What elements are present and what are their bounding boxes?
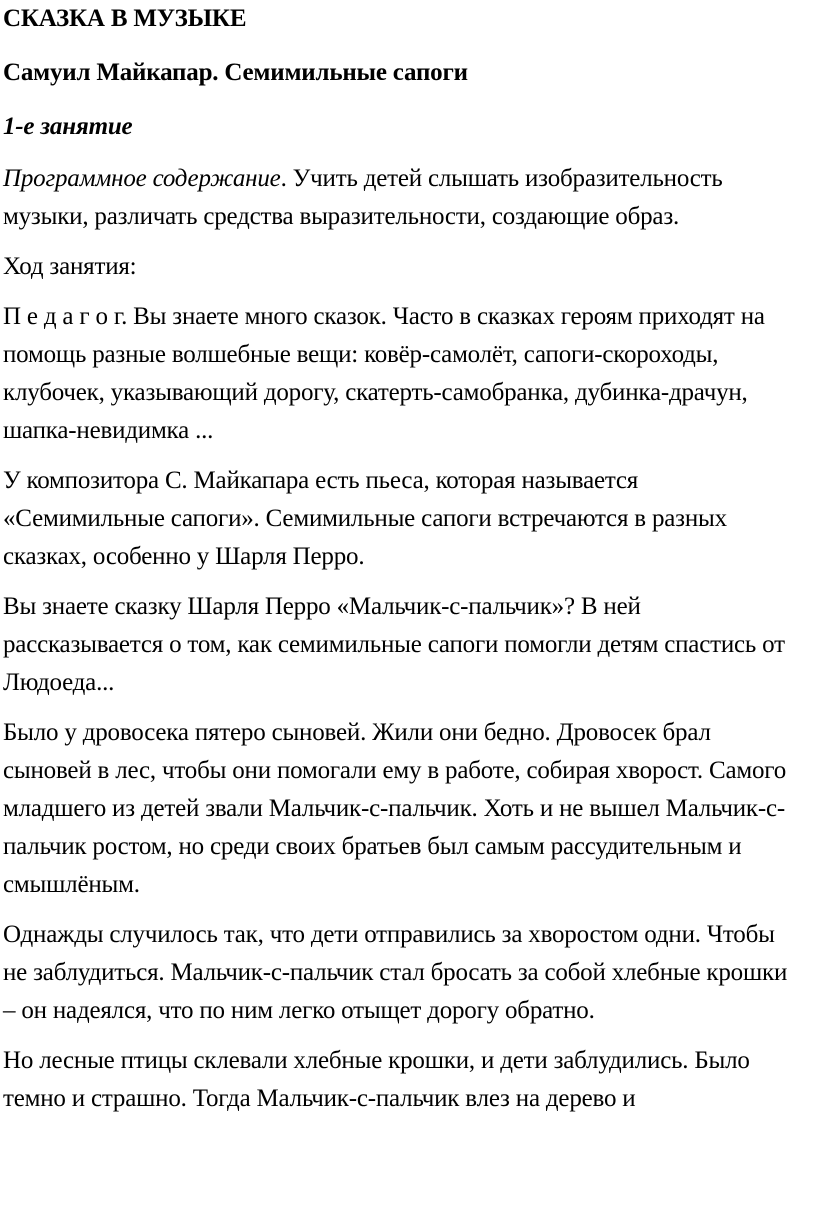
program-paragraph xyxy=(3,160,804,236)
document-subtitle: Самуил Майкапар. Семимильные сапоги xyxy=(3,59,468,86)
story-paragraph: Вы знаете сказку Шарля Перро «Мальчик-с-пальчик»? В ней рассказывается о том, как семимильные сапоги помогли детям спастись от Людоеда... xyxy=(3,593,785,696)
lesson-heading: 1-е занятие xyxy=(3,113,133,140)
teacher-paragraph xyxy=(3,298,804,450)
program-text: . Учить детей слышать изобразительность музыки, различать средства выразительности, создающие образ. xyxy=(3,165,723,230)
course-heading: Ход занятия: xyxy=(3,253,137,280)
story-paragraph: У композитора С. Майкапара есть пьеса, которая называется «Семимильные сапоги». Семимильные сапоги встречаются в разных сказках, особенно у Шарля Перро. xyxy=(3,467,727,570)
document-title: СКАЗКА В МУЗЫКЕ xyxy=(3,5,247,32)
story-paragraph: Было у дровосека пятеро сыновей. Жили они бедно. Дровосек брал сыновей в лес, чтобы они помогали ему в работе, собирая хворост. Самого младшего из детей звали Мальчик-с-пальчик. Хоть и не вышел Мальчик-с-пальчик ростом, но среди своих братьев был самым рассудительным и смышлёным. xyxy=(3,719,787,898)
teacher-text: . Вы знаете много сказок. Часто в сказках героям приходят на помощь разные волшебные вещи: ковёр-самолёт, сапоги-скороходы, клубочек, указывающий дорогу, скатерть-самобранка, дубинка-драчун, шапка-невидимка ... xyxy=(3,303,765,444)
story-paragraph: Но лесные птицы склевали хлебные крошки, и дети заблудились. Было темно и страшно. Тогда Мальчик-с-пальчик влез на дерево и xyxy=(3,1047,750,1112)
program-label: Программное содержание xyxy=(3,165,281,192)
teacher-label: П е д а г о г xyxy=(3,303,122,330)
story-paragraph: Однажды случилось так, что дети отправились за хворостом одни. Чтобы не заблудиться. Мальчик-с-пальчик стал бросать за собой хлебные крошки – он надеялся, что по ним легко отыщет дорогу обратно. xyxy=(3,921,788,1024)
